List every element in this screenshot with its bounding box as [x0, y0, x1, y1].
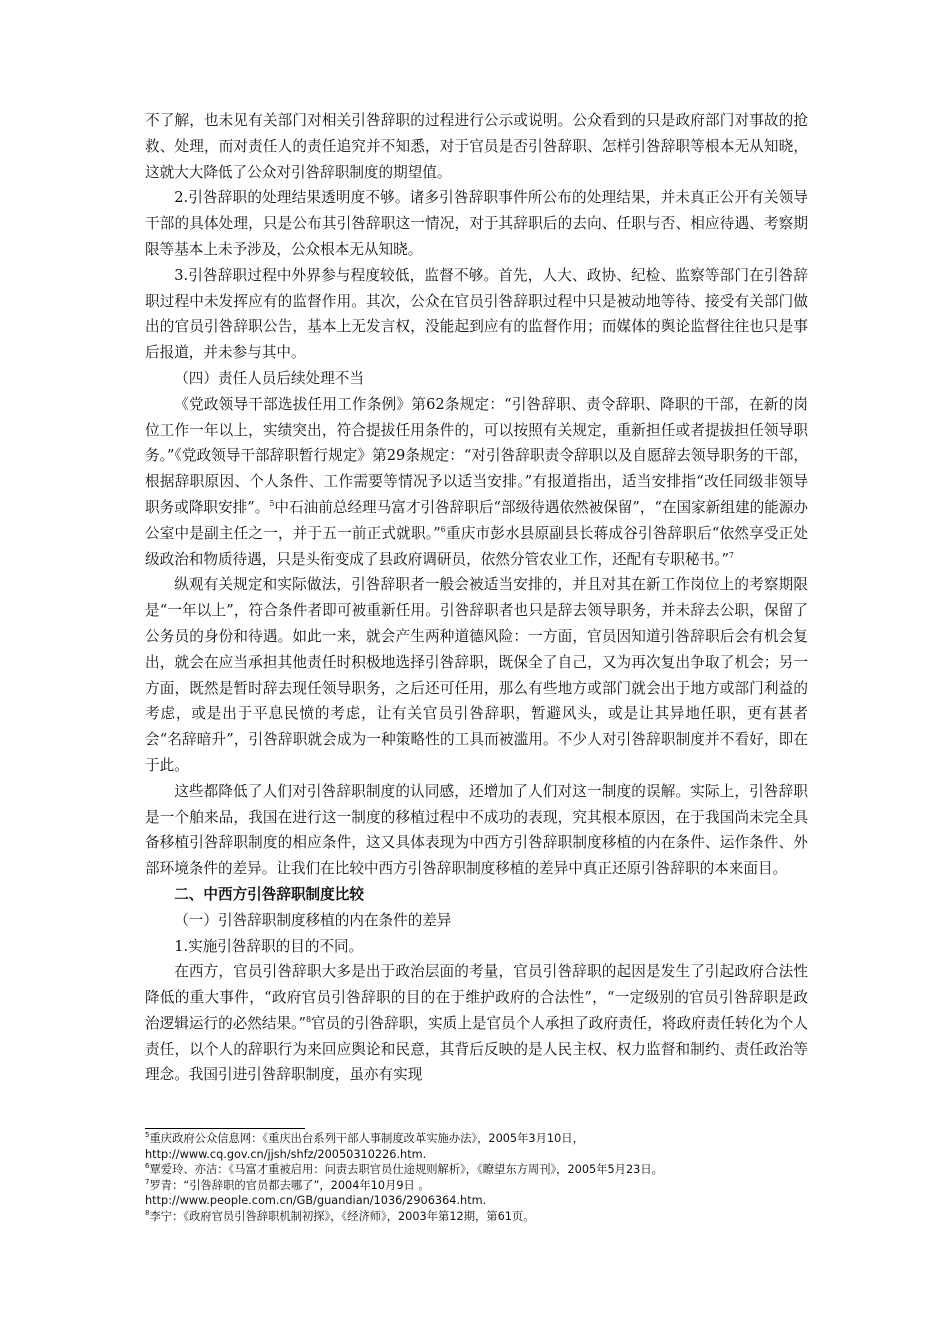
section-heading-four: （四）责任人员后续处理不当: [174, 369, 364, 387]
paragraph-continued: 不了解，也未见有关部门对相关引咎辞职的过程进行公示或说明。公众看到的只是政府部门对事故的抢救、处理，而对责任人的责任追究并不知悉，对于官员是否引咎辞职、怎样引咎辞职等根本无从知晓，这就大大降低了公众对引咎辞职制度的期望值。: [145, 112, 808, 181]
paragraph-transplant: 这些都降低了人们对引咎辞职制度的认同感，还增加了人们对这一制度的误解。实际上，引咎辞职是一个舶来品，我国在进行这一制度的移植过程中不成功的表现，究其根本原因，在于我国尚未完全具备移植引咎辞职制度的相应条件，这又具体表现为中西方引咎辞职制度移植的内在条件、运作条件、外部环境条件的差异。让我们在比较中西方引咎辞职制度移植的差异中真正还原引咎辞职的本来面目。: [145, 782, 808, 878]
paragraph-moral-risk: 纵观有关规定和实际做法，引咎辞职者一般会被适当安排的，并且对其在新工作岗位上的考察期限是“一年以上”，符合条件者即可被重新任用。引咎辞职者也只是辞去领导职务，并未辞去公职，保留了公务员的身份和待遇。如此一来，就会产生两种道德风险：一方面，官员因知道引咎辞职后会有机会复出，就会在应当承担其他责任时积极地选择引咎辞职，既保全了自己，又为再次复出争取了机会；另一方面，既然是暂时辞去现任领导职务，之后还可任用，那么有些地方或部门就会出于地方或部门利益的考虑，或是出于平息民愤的考虑，让有关官员引咎辞职，暂避风头，或是让其异地任职，更有甚者会“名辞暗升”，引咎辞职就会成为一种策略性的工具而被滥用。不少人对引咎辞职制度并不看好，即在于此。: [145, 576, 808, 774]
footnote-ref-6[interactable]: 6: [440, 524, 446, 534]
footnote-ref-5[interactable]: 5: [269, 499, 275, 509]
regulations-text: 《党政领导干部选拔任用工作条例》第62条规定：“引咎辞职、责令辞职、降职的干部，在新的岗位工作一年以上，实绩突出，符合提拔任用条件的，可以按照有关规定，重新担任或者提拔担任领导职务。”《党政领导干部辞职暂行规定》第29条规定：“对引咎辞职责令辞职以及自愿辞去领导职务的干部，根据辞职原因、个人条件、工作需要等情况予以适当安排。”有报道指出，适当安排指“改任同级非领导职务或降职安排”。: [145, 395, 808, 516]
footnote-text: 罗青：“引咎辞职的官员都去哪了”，2004年10月9日 。: [149, 1178, 430, 1192]
footnote-text: 覃爱玲、亦洁：《马富才重被启用：问责去职官员仕途规则解析》，《瞭望东方周刊》，2005年5月23日。: [149, 1163, 663, 1177]
subsection-heading-one: （一）引咎辞职制度移植的内在条件的差异: [174, 911, 452, 929]
paragraph-west: [145, 959, 808, 1088]
west-text: 在西方，官员引咎辞职大多是出于政治层面的考量，官员引咎辞职的起因是发生了引起政府合法性降低的重大事件，“政府官员引咎辞职的目的在于维护政府的合法性”，“一定级别的官员引咎辞职是政治逻辑运行的必然结果。”: [145, 963, 808, 1032]
footnote-ref-7[interactable]: 7: [728, 550, 735, 560]
footnote-text: 李宁：《政府官员引咎辞职机制初探》，《经济师》，2003年第12期，第61页。: [149, 1209, 535, 1223]
footnote-8: [145, 1209, 825, 1225]
footnotes: [145, 1131, 825, 1225]
footnote-7-url[interactable]: http://www.people.com.cn/GB/guandian/1036/2906364.htm.: [145, 1194, 487, 1208]
footnote-separator: [145, 1128, 305, 1129]
footnote-7: [145, 1178, 825, 1194]
footnote-ref-8[interactable]: 8: [305, 1015, 312, 1025]
paragraph-supervision: 3.引咎辞职过程中外界参与程度较低，监督不够。首先，人大、政协、纪检、监察等部门在引咎辞职过程中未发挥应有的监督作用。其次，公众在官员引咎辞职过程中只是被动地等待、接受有关部门做出的官员引咎辞职公告，基本上无发言权，没能起到应有的监督作用；而媒体的舆论监督往往也只是事后报道，并未参与其中。: [145, 266, 808, 362]
footnote-6: [145, 1162, 825, 1178]
footnote-5: [145, 1131, 825, 1147]
footnote-text: 重庆政府公众信息网：《重庆出台系列干部人事制度改革实施办法》，2005年3月10日，: [149, 1132, 584, 1145]
footnote-mark: 6: [145, 1162, 150, 1171]
footnote-mark: 8: [145, 1209, 150, 1218]
paragraph-regulations: [145, 392, 808, 573]
footnote-5-url[interactable]: http://www.cq.gov.cn/jjsh/shfz/20050310226.htm.: [145, 1147, 427, 1161]
footnote-mark: 5: [145, 1131, 150, 1140]
west-text-continued: 官员的引咎辞职，实质上是官员个人承担了政府责任，将政府责任转化为个人责任，以个人的辞职行为来回应舆论和民意，其背后反映的是人民主权、权力监督和制约、责任政治等理念。我国引进引咎辞职制度，虽亦有实现: [145, 1014, 808, 1084]
footnote-mark: 7: [145, 1178, 150, 1187]
paragraph-transparency: 2.引咎辞职的处理结果透明度不够。诸多引咎辞职事件所公布的处理结果，并未真正公开有关领导干部的具体处理，只是公布其引咎辞职这一情况，对于其辞职后的去向、任职与否、相应待遇、考察期限等基本上未予涉及，公众根本无从知晓。: [145, 189, 808, 258]
jiang-chenggu-text: 重庆市彭水县原副县长蒋成谷引咎辞职后“依然享受正处级政治和物质待遇，只是头衔变成了县政府调研员，依然分管农业工作，还配有专职秘书。”: [145, 524, 808, 568]
item-heading-purpose: 1.实施引咎辞职的目的不同。: [174, 937, 364, 955]
body-text: [145, 108, 808, 1088]
section-heading-two: 二、中西方引咎辞职制度比较: [174, 885, 364, 903]
ma-fucai-text: 中石油前总经理马富才引咎辞职后“部级待遇依然被保留”，“在国家新组建的能源办公室中是副主任之一，并于五一前正式就职。”: [145, 498, 808, 542]
